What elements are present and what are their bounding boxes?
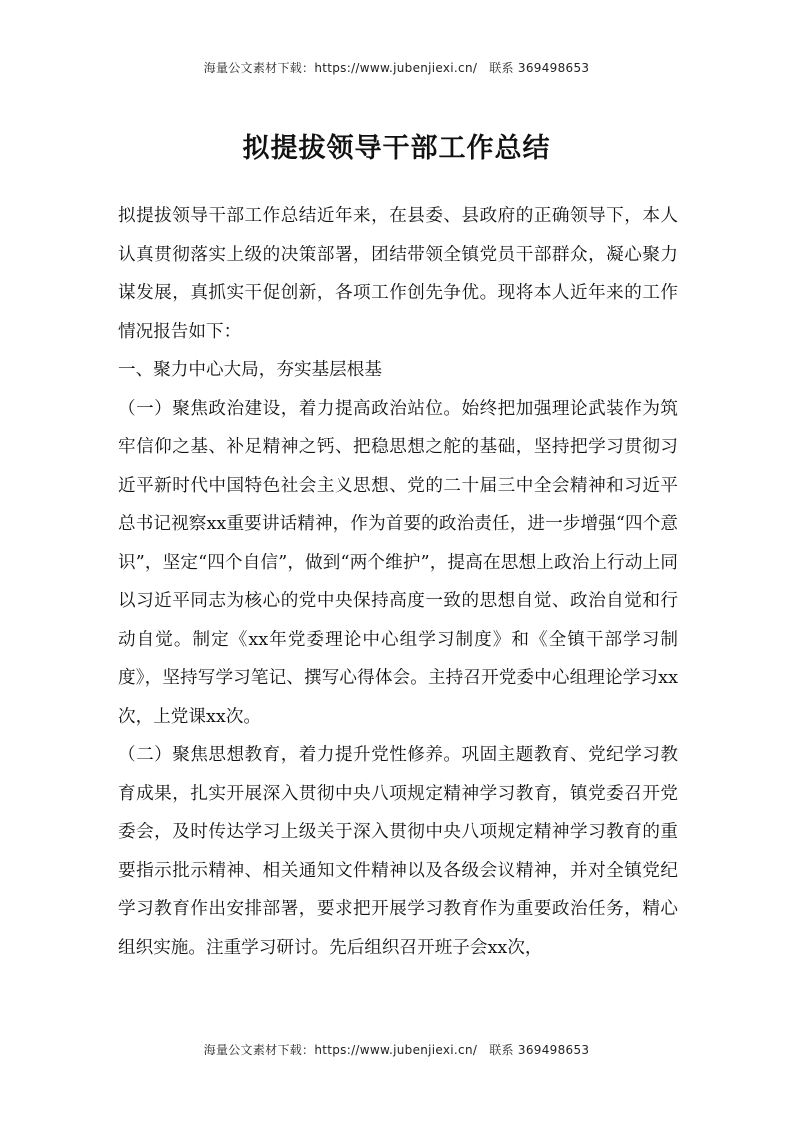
footer-contact-text: 联系 369498653 — [489, 1043, 590, 1057]
page-header — [0, 59, 793, 76]
paragraph-political-building: （一）聚焦政治建设，着力提高政治站位。始终把加强理论武装作为筑牢信仰之基、补足精神之钙、把稳思想之舵的基础，坚持把学习贯彻习近平新时代中国特色社会主义思想、党的二十届三中全会精神和习近平总书记视察xx重要讲话精神，作为首要的政治责任，进一步增强“四个意识”，坚定“四个自信”，做到“两个维护”，提高在思想上政治上行动上同以习近平同志为核心的党中央保持高度一致的思想自觉、政治自觉和行动自觉。制定《xx年党委理论中心组学习制度》和《全镇干部学习制度》，坚持写学习笔记、撰写心得体会。主持召开党委中心组理论学习xx次，上党课xx次。 — [118, 398, 678, 727]
header-contact-text: 联系 369498653 — [489, 61, 590, 75]
section-heading: 一、聚力中心大局，夯实基层根基 — [118, 360, 382, 380]
document-body — [118, 197, 678, 967]
document-title: 拟提拔领导干部工作总结 — [242, 133, 551, 164]
page-footer — [0, 1041, 793, 1058]
intro-paragraph: 拟提拔领导干部工作总结近年来，在县委、县政府的正确领导下，本人认真贯彻落实上级的决策部署，团结带领全镇党员干部群众，凝心聚力谋发展，真抓实干促创新，各项工作创先争优。现将本人近年来的工作情况报告如下： — [118, 206, 678, 342]
footer-download-text: 海量公文素材下载：https://www.jubenjiexi.cn/ — [203, 1043, 478, 1057]
paragraph-ideological-education: （二）聚焦思想教育，着力提升党性修养。巩固主题教育、党纪学习教育成果，扎实开展深入贯彻中央八项规定精神学习教育，镇党委召开党委会，及时传达学习上级关于深入贯彻中央八项规定精神学习教育的重要指示批示精神、相关通知文件精神以及各级会议精神，并对全镇党纪学习教育作出安排部署，要求把开展学习教育作为重要政治任务，精心组织实施。注重学习研讨。先后组织召开班子会xx次， — [118, 745, 678, 958]
header-download-text: 海量公文素材下载：https://www.jubenjiexi.cn/ — [203, 61, 478, 75]
